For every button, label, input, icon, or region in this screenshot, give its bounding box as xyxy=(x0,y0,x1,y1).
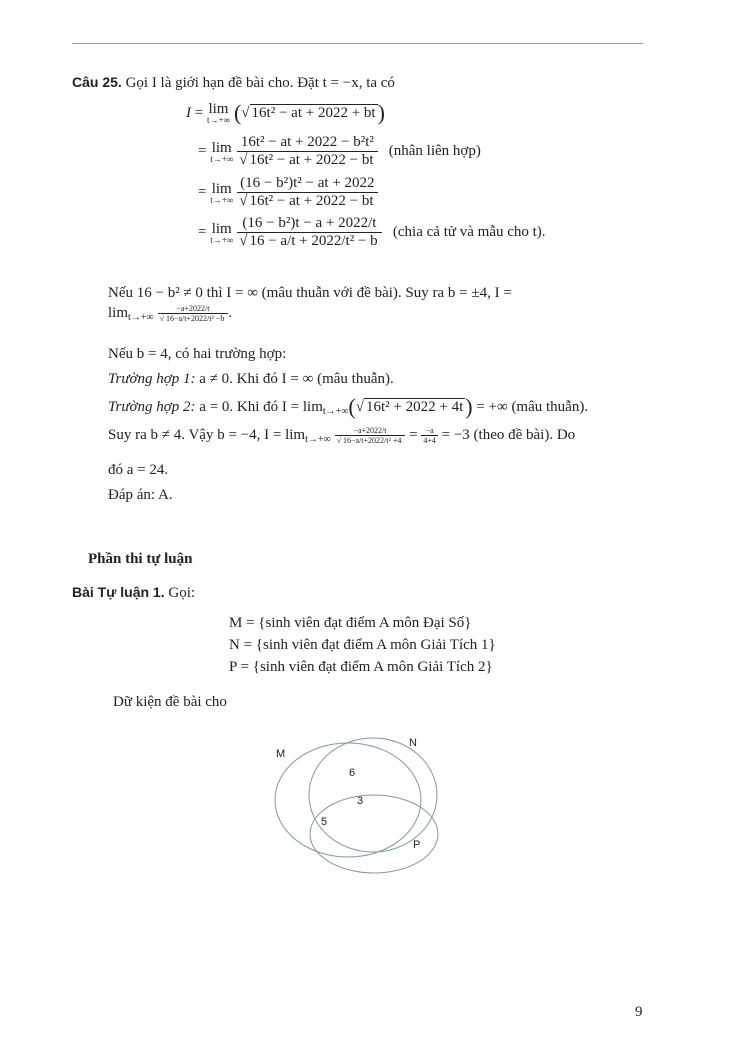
para1-line2: lim t→+∞ $\frac{-a+2022/t}{\text{√ 16−a/t+2022/t² −b}}$ . xyxy=(108,304,233,323)
line2-num: 16t² − at + 2022 − b²t² xyxy=(237,134,377,152)
page-number: 9 xyxy=(635,1004,643,1020)
para1-fraction xyxy=(158,304,229,323)
lim-4 xyxy=(210,221,233,245)
set-N: N = {sinh viên đạt điểm A môn Giải Tích 1} xyxy=(229,637,496,653)
case1-text: a ≠ 0. Khi đó I = ∞ (mâu thuẫn). xyxy=(199,371,394,387)
line2-fraction xyxy=(237,134,377,169)
para3 xyxy=(108,426,575,445)
line2-den-wrap: √ 16t² − at + 2022 − bt xyxy=(239,152,374,168)
set-P: P = {sinh viên đạt điểm A môn Giải Tích 2} xyxy=(229,659,493,675)
case1 xyxy=(108,371,394,388)
lim-word: lim xyxy=(211,220,232,237)
line2-note: (nhân liên hợp) xyxy=(388,143,481,159)
venn-circle-M xyxy=(275,743,421,857)
para4: đó a = 24. xyxy=(108,462,169,478)
eq-sign: = xyxy=(198,143,207,159)
lim-2 xyxy=(210,140,233,164)
para3-den: 16−a/t+2022/t² +4 xyxy=(343,436,402,445)
para3-text-b: = −3 (theo đề bài). Do xyxy=(441,427,576,443)
line3-den: 16t² − at + 2022 − bt xyxy=(249,193,374,209)
line3-num: (16 − b²)t² − at + 2022 xyxy=(237,175,377,193)
lim-sub: t→+∞ xyxy=(210,194,234,205)
cau25-intro: Gọi I là giới hạn đề bài cho. Đặt t = −x, ta có xyxy=(125,75,395,91)
line3-fraction xyxy=(237,175,377,210)
cau25-heading xyxy=(72,74,395,92)
answer: Đáp án: A. xyxy=(108,487,173,503)
venn-value-MN: 6 xyxy=(349,767,356,779)
venn-diagram xyxy=(255,725,455,885)
para3-frac2-den: 4+4 xyxy=(423,436,436,445)
line2-den: 16t² − at + 2022 − bt xyxy=(249,152,374,168)
para3-text-a: Suy ra b ≠ 4. Vậy b = −4, I = lim xyxy=(108,427,306,443)
lim-word: lim xyxy=(211,180,232,197)
venn-value-MP: 5 xyxy=(321,816,328,828)
para1-den-wrap: √ 16−a/t+2022/t² −b xyxy=(159,314,225,323)
para1-lim: lim xyxy=(108,305,129,321)
lim-sub: t→+∞ xyxy=(210,234,234,245)
line4-den-wrap: √ 16 − a/t + 2022/t² − b xyxy=(239,233,378,249)
section-title: Phần thi tự luận xyxy=(88,551,193,567)
eq-line-1: I = lim t→+∞ ( √ 16t² − at + 2022 + bt ) xyxy=(186,100,385,125)
case2: Trường hợp 2: a = 0. Khi đó I = lim t→+∞ ( √ 16t² + 2022 + 4t ) = +∞ (mâu thuẫn). xyxy=(108,394,589,419)
lim-word: lim xyxy=(211,139,232,156)
line3-den-wrap: √ 16t² − at + 2022 − bt xyxy=(239,193,374,209)
bai1-intro: Gọi: xyxy=(168,585,196,601)
eq-I: I xyxy=(186,104,191,121)
venn-label-P: P xyxy=(413,839,421,851)
bai1-label: Bài Tự luận 1. xyxy=(72,584,165,600)
venn-value-MNP: 3 xyxy=(357,795,364,807)
data-intro: Dữ kiện đề bài cho xyxy=(113,694,227,710)
lim-3 xyxy=(210,181,233,205)
para1-line1: Nếu 16 − b² ≠ 0 thì I = ∞ (mâu thuẫn với đề bài). Suy ra b = ±4, I = xyxy=(108,285,512,301)
case2-text-b: = +∞ (mâu thuẫn). xyxy=(476,398,589,415)
venn-label-N: N xyxy=(409,737,417,749)
para3-frac2-num: −a xyxy=(421,426,438,436)
case2-label: Trường hợp 2: xyxy=(108,398,196,415)
venn-circle-P xyxy=(310,795,438,873)
para1-num: −a+2022/t xyxy=(158,304,229,314)
para3-den-wrap: √ 16−a/t+2022/t² +4 xyxy=(336,436,402,445)
lim-1 xyxy=(207,101,230,125)
eq-sign: = xyxy=(198,224,207,240)
para3-num: −a+2022/t xyxy=(335,426,406,436)
line4-note: (chia cả tử và mẫu cho t). xyxy=(392,224,546,240)
case2-expr: 16t² + 2022 + 4t xyxy=(365,399,464,415)
eq-sign: = xyxy=(198,184,207,200)
case2-text-a: a = 0. Khi đó I = lim xyxy=(199,398,323,415)
cau25-label: Câu 25. xyxy=(72,74,122,90)
case2-sub: t→+∞ xyxy=(322,405,349,417)
para1-den: 16−a/t+2022/t² −b xyxy=(165,314,225,323)
lim-word: lim xyxy=(208,101,229,117)
eq-line-3 xyxy=(198,175,378,210)
line4-fraction xyxy=(237,215,381,250)
para3-sub: t→+∞ xyxy=(305,434,331,445)
case1-label: Trường hợp 1: xyxy=(108,371,196,387)
para1-lim-sub: t→+∞ xyxy=(128,312,154,323)
para2: Nếu b = 4, có hai trường hợp: xyxy=(108,346,287,362)
eq-sign: = xyxy=(194,104,204,121)
venn-label-M: M xyxy=(276,748,286,760)
set-M: M = {sinh viên đạt điểm A môn Đại Số} xyxy=(229,615,472,631)
line4-num: (16 − b²)t − a + 2022/t xyxy=(237,215,381,233)
para3-eq: = xyxy=(409,427,418,443)
line4-den: 16 − a/t + 2022/t² − b xyxy=(249,233,378,249)
eq-line-4 xyxy=(198,215,546,250)
lim-sub: t→+∞ xyxy=(210,153,234,164)
eq-line-2 xyxy=(198,134,481,169)
sqrt-symbol: √ xyxy=(241,104,250,121)
lim-sub: t→+∞ xyxy=(206,115,230,125)
line1-expr: 16t² − at + 2022 + bt xyxy=(251,105,376,121)
para3-fraction xyxy=(335,426,406,445)
para3-fraction2 xyxy=(421,426,438,445)
header-rule xyxy=(72,43,643,44)
bai1-heading xyxy=(72,584,195,602)
